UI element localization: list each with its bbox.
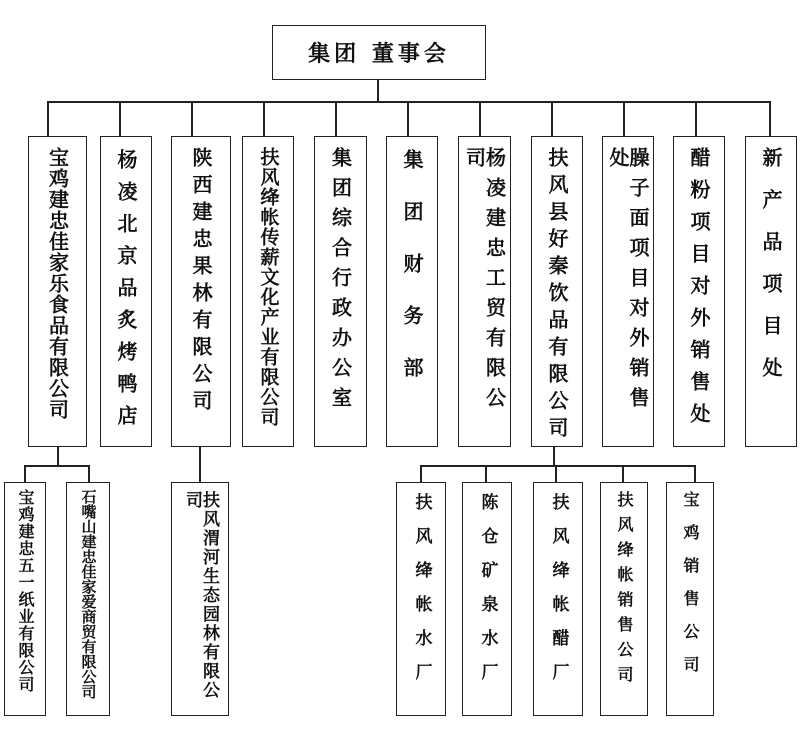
connector-line — [623, 101, 625, 136]
sub-box-jiangzhang-water — [396, 482, 446, 716]
connector-line — [88, 465, 90, 483]
sub-box-baoji-sales — [666, 482, 714, 716]
connector-line — [263, 101, 265, 136]
unit-box-saozi-noodle-sales — [602, 136, 654, 447]
connector-line — [694, 465, 696, 483]
connector-line — [47, 101, 771, 103]
unit-box-yangling-trading — [458, 136, 511, 447]
unit-label: 扶风县好秦饮品有限公司 — [545, 147, 569, 444]
connector-line — [119, 101, 121, 136]
unit-label: 陕西建忠果林有限公司 — [189, 147, 213, 417]
sub-box-weihe-garden — [171, 482, 229, 716]
connector-line — [769, 101, 771, 136]
sub-label: 石嘴山建忠佳家爱商贸有限公司 — [79, 489, 98, 699]
sub-box-wuyi-paper — [4, 482, 46, 716]
connector-line — [57, 446, 59, 466]
connector-line — [553, 446, 555, 466]
board-of-directors-label: 集团 董事会 — [308, 41, 450, 67]
unit-box-finance-dept — [386, 136, 438, 447]
connector-line — [479, 101, 481, 136]
unit-label: 杨凌建忠工贸有限公司 — [462, 147, 507, 417]
connector-line — [420, 465, 696, 467]
connector-line — [191, 101, 193, 136]
unit-box-admin-office — [314, 136, 367, 447]
unit-box-fufeng-culture — [242, 136, 294, 447]
sub-label: 扶风绛帐醋厂 — [548, 493, 569, 697]
board-of-directors-box — [272, 25, 486, 80]
unit-box-shaanxi-guolin — [171, 136, 231, 447]
connector-line — [622, 465, 624, 483]
unit-box-fufeng-haoqin — [531, 136, 583, 447]
unit-label: 新产品项目处 — [759, 147, 783, 399]
unit-label: 杨凌北京品炙烤鸭店 — [114, 149, 138, 437]
connector-line — [420, 465, 422, 483]
unit-label: 醋粉项目对外销售处 — [687, 147, 711, 435]
connector-line — [24, 465, 26, 483]
sub-label: 扶风绛帐水厂 — [411, 493, 432, 697]
unit-label: 宝鸡建忠佳家乐食品有限公司 — [45, 147, 70, 420]
sub-label: 扶风渭河生态园林有限公司 — [182, 491, 219, 700]
connector-line — [47, 101, 49, 136]
unit-label: 集团财务部 — [400, 149, 424, 409]
unit-label: 臊子面项目对外销售处 — [606, 147, 650, 417]
sub-box-shizuishan-trading — [66, 482, 110, 716]
connector-line — [199, 446, 201, 483]
connector-line — [695, 101, 697, 136]
sub-label: 宝鸡建忠五一纸业有限公司 — [16, 489, 35, 693]
unit-box-baoji-jiajiale — [28, 136, 87, 447]
sub-box-chencang-spring-water — [462, 482, 512, 716]
sub-label: 陈仓矿泉水厂 — [477, 493, 498, 697]
unit-label: 扶风绛帐传薪文化产业有限公司 — [257, 147, 280, 427]
sub-label: 宝鸡销售公司 — [681, 491, 700, 689]
unit-box-vinegar-powder-sales — [673, 136, 725, 447]
connector-line — [485, 465, 487, 483]
sub-box-jiangzhang-vinegar — [533, 482, 583, 716]
connector-line — [24, 465, 90, 467]
unit-box-yangling-roast-duck — [100, 136, 152, 447]
connector-line — [335, 101, 337, 136]
connector-line — [555, 465, 557, 483]
unit-label: 集团综合行政办公室 — [328, 147, 353, 417]
connector-line — [551, 101, 553, 136]
sub-box-jiangzhang-sales — [600, 482, 648, 716]
connector-line — [407, 101, 409, 136]
unit-box-new-product — [745, 136, 797, 447]
sub-label: 扶风绛帐销售公司 — [615, 491, 634, 691]
connector-line — [377, 79, 379, 102]
